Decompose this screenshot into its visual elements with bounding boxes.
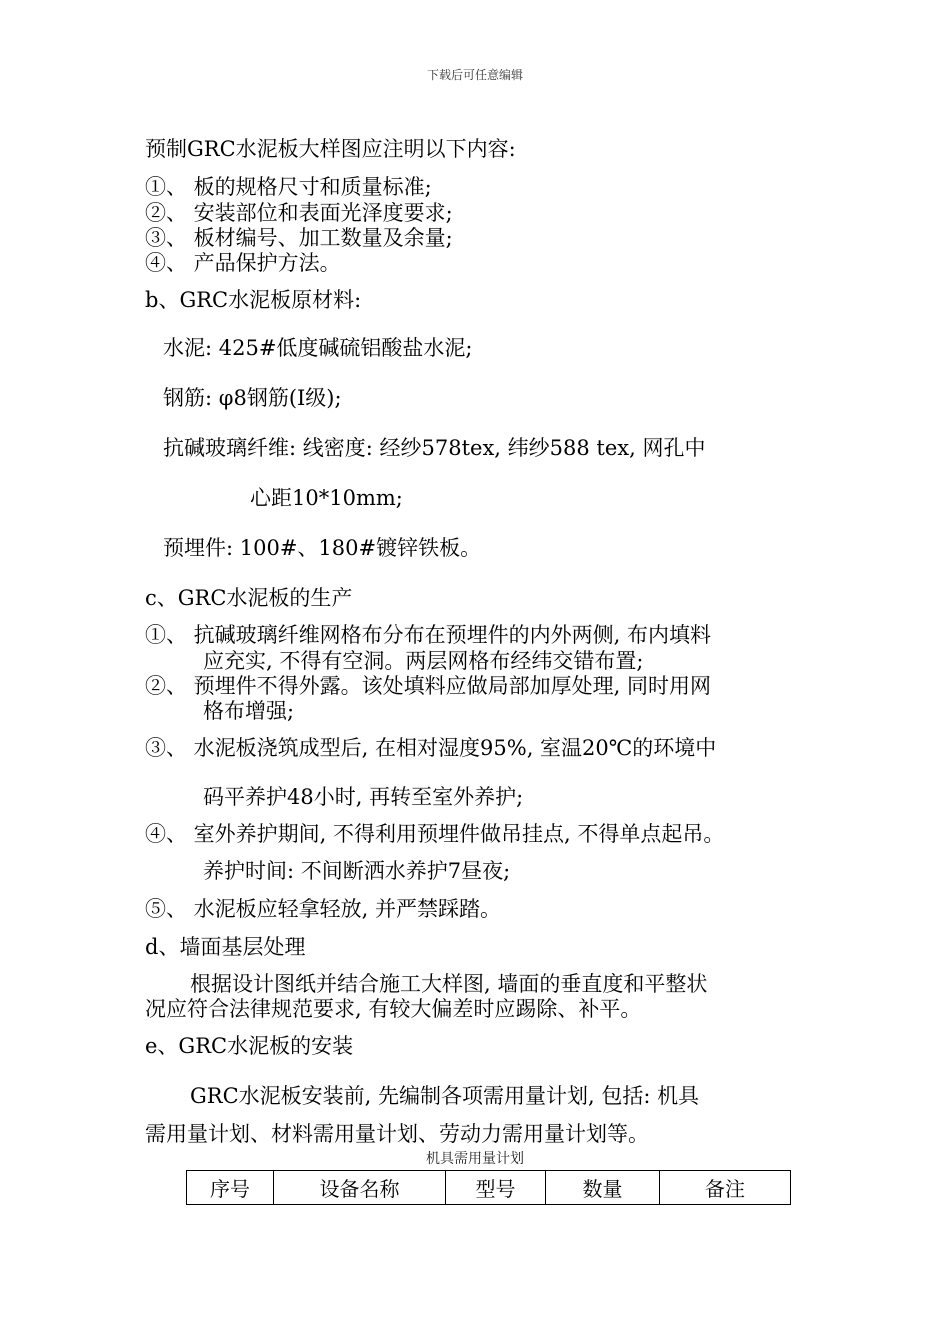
section-d-heading: d、墙面基层处理 (145, 935, 306, 959)
detail-item-1: ①、 板的规格尺寸和质量标准; (145, 175, 432, 199)
production-item-2-line1: ②、 预埋件不得外露。该处填料应做局部加厚处理, 同时用网 (145, 674, 712, 698)
production-item-2-line2: 格布增强; (203, 699, 295, 723)
material-rebar: 钢筋: φ8钢筋(Ⅰ级); (163, 386, 342, 410)
table-caption: 机具需用量计划 (426, 1151, 524, 1167)
column-header-remarks: 备注 (660, 1171, 791, 1205)
section-d-para-line2: 况应符合法律规范要求, 有较大偏差时应踢除、补平。 (145, 997, 642, 1021)
material-embedded: 预埋件: 100#、180#镀锌铁板。 (163, 536, 482, 560)
production-item-3-line2: 码平养护48小时, 再转至室外养护; (203, 785, 524, 809)
production-item-4-line1: ④、 室外养护期间, 不得利用预埋件做吊挂点, 不得单点起吊。 (145, 822, 725, 846)
production-item-5: ⑤、 水泥板应轻拿轻放, 并严禁踩踏。 (145, 897, 502, 921)
material-cement: 水泥: 425#低度碱硫铝酸盐水泥; (163, 336, 473, 360)
detail-item-4: ④、 产品保护方法。 (145, 251, 341, 275)
material-fiber-line2: 心距10*10mm; (250, 486, 403, 510)
section-c-heading: c、GRC水泥板的生产 (145, 586, 353, 610)
equipment-plan-table (186, 1170, 791, 1205)
detail-item-3: ③、 板材编号、加工数量及余量; (145, 226, 453, 250)
production-item-1-line1: ①、 抗碱玻璃纤维网格布分布在预埋件的内外两侧, 布内填料 (145, 623, 712, 647)
material-fiber-line1: 抗碱玻璃纤维: 线密度: 经纱578tex, 纬纱588 tex, 网孔中 (163, 436, 706, 460)
column-header-model: 型号 (446, 1171, 546, 1205)
production-item-3-line1: ③、 水泥板浇筑成型后, 在相对湿度95%, 室温20℃的环境中 (145, 736, 717, 760)
detail-item-2: ②、 安装部位和表面光泽度要求; (145, 201, 453, 225)
column-header-serial: 序号 (187, 1171, 274, 1205)
column-header-quantity: 数量 (546, 1171, 660, 1205)
section-e-para-line2: 需用量计划、材料需用量计划、劳动力需用量计划等。 (145, 1122, 649, 1146)
column-header-equipment-name: 设备名称 (274, 1171, 446, 1205)
production-item-1-line2: 应充实, 不得有空洞。两层网格布经纬交错布置; (203, 649, 644, 673)
section-d-para-line1: 根据设计图纸并结合施工大样图, 墙面的垂直度和平整状 (190, 972, 708, 996)
section-e-heading: e、GRC水泥板的安装 (145, 1034, 354, 1058)
table-header-row (187, 1171, 791, 1205)
page-header-note: 下载后可任意编辑 (426, 68, 523, 82)
section-b-heading: b、GRC水泥板原材料: (145, 288, 362, 312)
production-item-4-line2: 养护时间: 不间断洒水养护7昼夜; (203, 859, 511, 883)
intro-line: 预制GRC水泥板大样图应注明以下内容: (145, 137, 516, 161)
section-e-para-line1: GRC水泥板安装前, 先编制各项需用量计划, 包括: 机具 (190, 1084, 700, 1108)
